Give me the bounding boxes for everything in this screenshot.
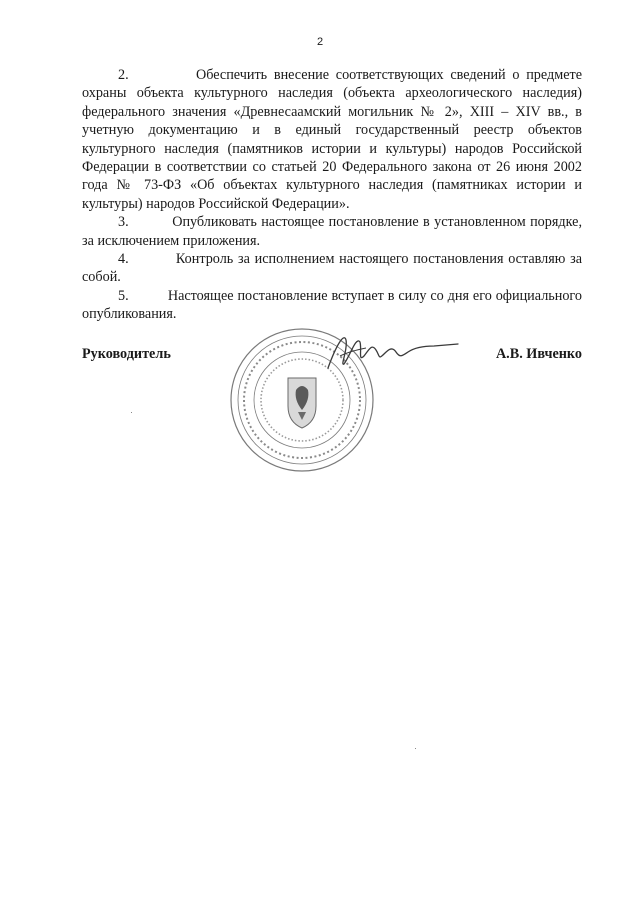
scan-speck	[415, 748, 416, 749]
signature-block	[82, 346, 582, 366]
paragraph-2: 2. Обеспечить внесение соответствующих сведений о предмете охраны объекта культурного наследия (объекта археологического наследия) федерального значения «Древнесаамский могильник № 2», XIII – XIV вв., в учетную документацию и в единый государственный реестр объектов культурного наследия (памятников истории и культуры) народов Российской Федерации в соответствии со статьей 20 Федерального закона от 26 июня 2002 года № 73-ФЗ «Об объектах культурного наследия (памятниках истории и культуры) народов Российской Федерации».	[82, 67, 582, 212]
scan-speck	[131, 412, 132, 413]
paragraph-4: 4. Контроль за исполнением настоящего постановления оставляю за собой.	[82, 251, 582, 286]
page-number: 2	[316, 36, 324, 48]
paragraph-5: 5. Настоящее постановление вступает в силу со дня его официального опубликования.	[82, 287, 582, 323]
paragraph-3: 3. Опубликовать настоящее постановление в установленном порядке, за исключением приложения.	[82, 214, 582, 249]
document-body	[82, 66, 582, 324]
signatory-role: Руководитель	[82, 346, 171, 362]
signatory-name: А.В. Ивченко	[495, 346, 582, 362]
